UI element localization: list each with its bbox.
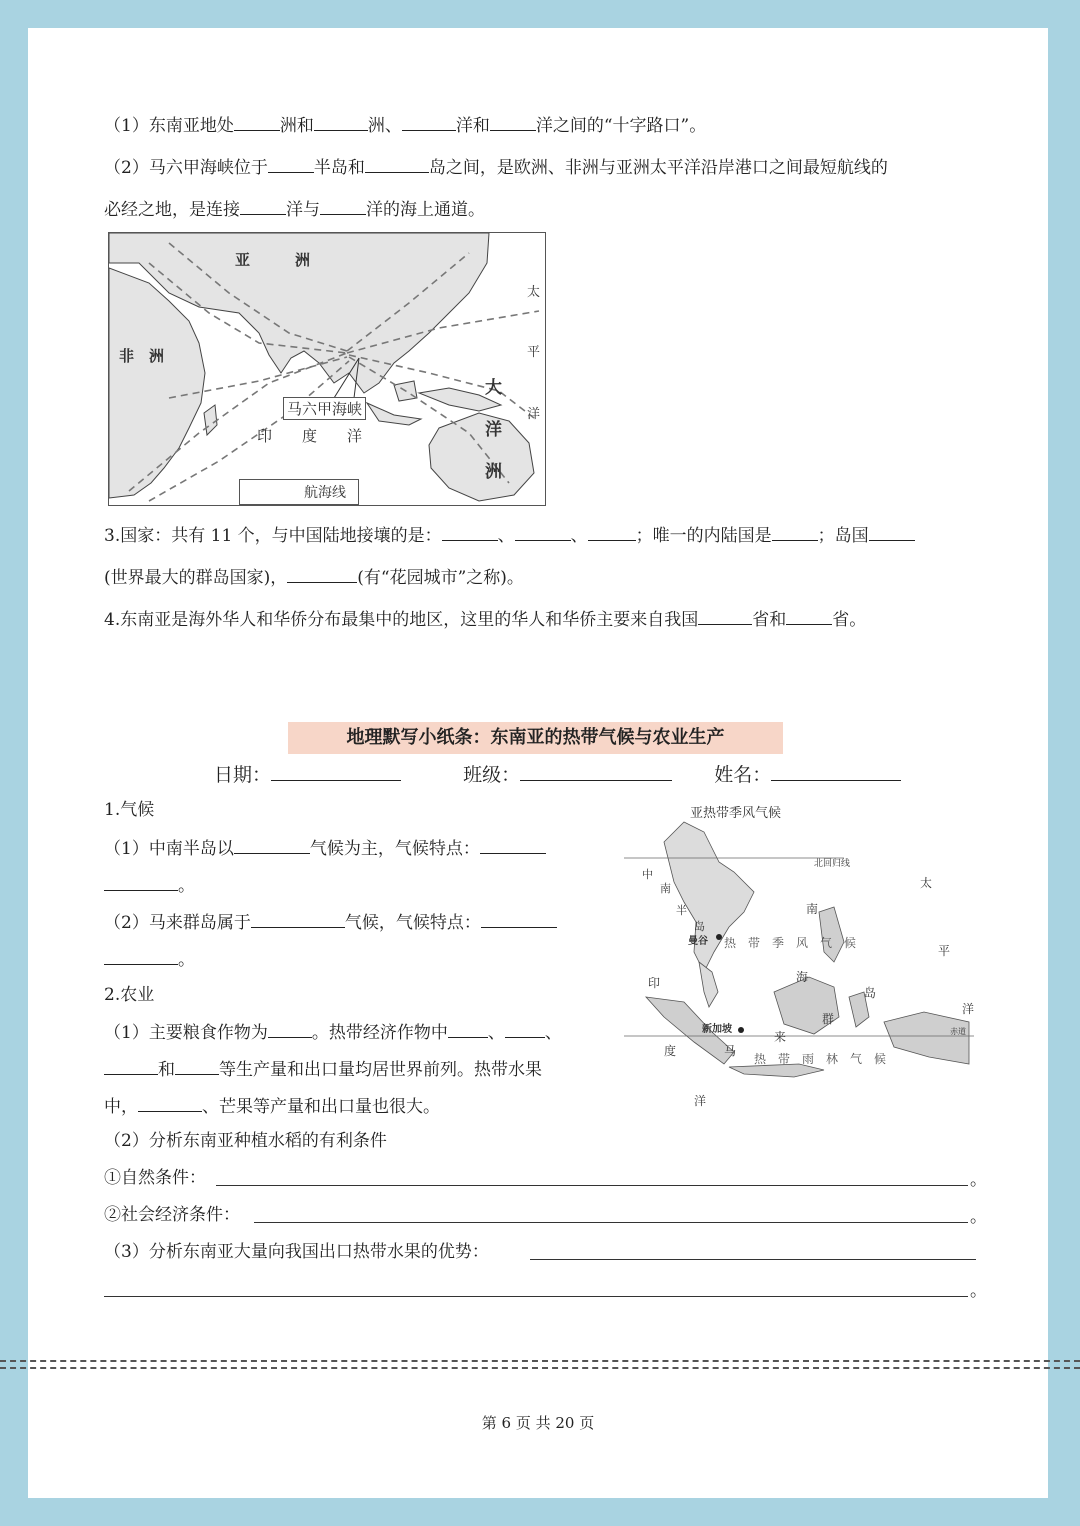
q1-text: 洋之间的“十字路口”。 <box>535 116 707 136</box>
climate-2-cont <box>104 946 195 972</box>
climate-text: 气候，气候特点： <box>344 913 481 933</box>
agri-2: （2）分析东南亚种植水稻的有利条件 <box>104 1131 387 1151</box>
climate-text: （1）中南半岛以 <box>104 839 234 859</box>
q1-text: 洲、 <box>367 116 402 136</box>
map-label-africa: 非 洲 <box>119 347 165 365</box>
blank[interactable] <box>104 872 178 891</box>
legend-label: 航海线 <box>304 485 346 501</box>
agri-1 <box>104 1019 562 1045</box>
question-2-cont <box>104 196 485 222</box>
climate-1 <box>104 835 546 861</box>
label-pen-2: 南 <box>660 882 671 895</box>
blank[interactable] <box>772 522 818 541</box>
q3-text: (世界最大的群岛国家)， <box>104 568 288 588</box>
map-legend <box>239 479 359 505</box>
climate-text: 。 <box>178 876 195 896</box>
map-drawing <box>109 233 545 505</box>
q4-text: 省和 <box>752 610 787 630</box>
map-label-pacific-3: 洋 <box>527 407 541 422</box>
map-label-oceania-3: 洲 <box>485 462 502 482</box>
blank[interactable] <box>175 1056 219 1075</box>
date-field[interactable] <box>271 762 401 781</box>
blank[interactable] <box>251 909 345 928</box>
blank[interactable] <box>287 564 357 583</box>
blank[interactable] <box>588 522 636 541</box>
agri-heading: 2.农业 <box>104 985 155 1005</box>
q3-text: ；岛国 <box>817 526 869 546</box>
q3-text: ；唯一的内陆国是 <box>635 526 772 546</box>
map-label-indian-ocean: 印 度 洋 <box>257 427 363 445</box>
blank[interactable] <box>481 909 557 928</box>
map-label-asia: 亚 洲 <box>235 251 311 269</box>
agri-2-natural: ①自然条件： <box>104 1168 206 1188</box>
blank[interactable] <box>698 606 752 625</box>
shipping-routes-map <box>108 232 546 506</box>
question-2 <box>104 154 888 180</box>
fruit-advantage-field[interactable] <box>530 1259 976 1260</box>
name-field[interactable] <box>771 762 901 781</box>
blank[interactable] <box>869 522 915 541</box>
blank[interactable] <box>442 522 498 541</box>
q3-text: 、 <box>570 526 588 546</box>
q3-text: 、 <box>497 526 515 546</box>
natural-conditions-field[interactable] <box>216 1185 968 1186</box>
q1-text: （1）东南亚地处 <box>104 116 234 136</box>
climate-1-cont <box>104 872 195 898</box>
label-nan: 南 <box>806 902 819 916</box>
blank[interactable] <box>314 112 368 131</box>
label-tropic: 北回归线 <box>814 859 851 869</box>
blank[interactable] <box>240 196 286 215</box>
q4-text: 省。 <box>832 610 867 630</box>
agri-text: 、 <box>487 1023 505 1043</box>
class-label: 班级： <box>463 764 521 786</box>
climate-text: （2）马来群岛属于 <box>104 913 251 933</box>
climate-2 <box>104 909 557 935</box>
map-label-strait: 马六甲海峡 <box>283 397 366 420</box>
blank[interactable] <box>138 1093 202 1112</box>
label-du: 度 <box>664 1044 677 1058</box>
blank[interactable] <box>786 606 832 625</box>
period: 。 <box>970 1281 987 1301</box>
blank[interactable] <box>515 522 571 541</box>
southeast-asia-climate-map <box>624 802 975 1108</box>
blank[interactable] <box>490 112 536 131</box>
agri-text: 、芒果等产量和出口量也很大。 <box>202 1097 440 1117</box>
q2-text: （2）马六甲海峡位于 <box>104 158 268 178</box>
cut-line <box>0 1360 1080 1369</box>
worksheet-page <box>28 28 1048 1498</box>
label-subtropical: 亚热带季风气候 <box>690 806 782 821</box>
q2-text: 洋与 <box>286 200 320 220</box>
agri-2-social: ②社会经济条件： <box>104 1205 240 1225</box>
climate-heading: 1.气候 <box>104 800 155 820</box>
map-label-pacific-2: 平 <box>527 345 541 360</box>
label-pen-3: 半 <box>676 904 687 917</box>
date-label: 日期： <box>214 764 272 786</box>
climate-text: 。 <box>178 950 195 970</box>
name-label: 姓名： <box>714 764 772 786</box>
label-bangkok: 曼谷 <box>688 936 708 947</box>
agri-text: 、 <box>544 1023 562 1043</box>
blank[interactable] <box>104 946 178 965</box>
map-label-pacific-1: 太 <box>527 285 541 300</box>
agri-1-cont2 <box>104 1093 440 1119</box>
q2-text: 半岛和 <box>313 158 365 178</box>
blank[interactable] <box>505 1019 545 1038</box>
blank[interactable] <box>320 196 366 215</box>
label-pen-1: 中 <box>642 868 653 881</box>
label-monsoon: 热 带 季 风 气 候 <box>724 936 857 950</box>
social-conditions-field[interactable] <box>254 1222 968 1223</box>
q3-text: (有“花园城市”之称)。 <box>357 568 524 588</box>
class-field[interactable] <box>520 762 672 781</box>
map-label-oceania-1: 大 <box>485 378 502 398</box>
period: 。 <box>970 1207 987 1227</box>
agri-1-cont <box>104 1056 542 1082</box>
blank[interactable] <box>234 835 310 854</box>
page-number: 第 6 页 共 20 页 <box>481 1414 595 1432</box>
label-yin: 印 <box>648 976 661 990</box>
blank[interactable] <box>480 835 546 854</box>
blank[interactable] <box>234 112 280 131</box>
q3-text: 3.国家：共有 11 个，与中国陆地接壤的是： <box>104 526 442 546</box>
climate-text: 气候为主，气候特点： <box>309 839 480 859</box>
label-hai: 海 <box>796 970 809 984</box>
label-pen-4: 岛 <box>694 920 705 933</box>
label-equator: 赤道 <box>950 1027 966 1036</box>
label-rainforest: 热 带 雨 林 气 候 <box>754 1052 887 1066</box>
blank[interactable] <box>448 1019 488 1038</box>
agri-text: 等生产量和出口量均居世界前列。热带水果 <box>219 1060 542 1080</box>
label-tai: 太 <box>920 876 933 890</box>
blank[interactable] <box>104 1056 158 1075</box>
label-ping: 平 <box>938 944 951 958</box>
blank[interactable] <box>365 154 429 173</box>
header-fields <box>214 762 901 787</box>
question-1 <box>104 112 706 138</box>
agri-text: 和 <box>158 1060 175 1080</box>
blank[interactable] <box>268 154 314 173</box>
blank[interactable] <box>402 112 456 131</box>
question-4 <box>104 606 866 632</box>
section-title: 地理默写小纸条：东南亚的热带气候与农业生产 <box>288 722 783 754</box>
q4-text: 4.东南亚是海外华人和华侨分布最集中的地区，这里的华人和华侨主要来自我国 <box>104 610 699 630</box>
question-3-cont <box>104 564 524 590</box>
q2-text: 必经之地，是连接 <box>104 200 240 220</box>
q1-text: 洲和 <box>279 116 314 136</box>
label-dao: 岛 <box>864 986 877 1000</box>
label-yang-right: 洋 <box>962 1002 975 1016</box>
label-ma: 马 <box>724 1044 737 1058</box>
q2-text: 洋的海上通道。 <box>366 200 485 220</box>
label-lai: 来 <box>774 1030 787 1044</box>
blank[interactable] <box>268 1019 312 1038</box>
label-singapore: 新加坡 <box>702 1024 732 1035</box>
agri-text: （1）主要粮食作物为 <box>104 1023 268 1043</box>
map-label-oceania-2: 洋 <box>485 420 502 440</box>
period: 。 <box>970 1170 987 1190</box>
question-3 <box>104 522 915 548</box>
fruit-advantage-field-2[interactable] <box>104 1296 968 1297</box>
q1-text: 洋和 <box>455 116 490 136</box>
agri-3: （3）分析东南亚大量向我国出口热带水果的优势： <box>104 1242 489 1262</box>
agri-text: 。热带经济作物中 <box>311 1023 448 1043</box>
q2-text: 岛之间，是欧洲、非洲与亚洲太平洋沿岸港口之间最短航线的 <box>428 158 888 178</box>
agri-text: 中， <box>104 1097 138 1117</box>
label-yang-left: 洋 <box>694 1094 707 1108</box>
label-qun: 群 <box>822 1012 835 1026</box>
